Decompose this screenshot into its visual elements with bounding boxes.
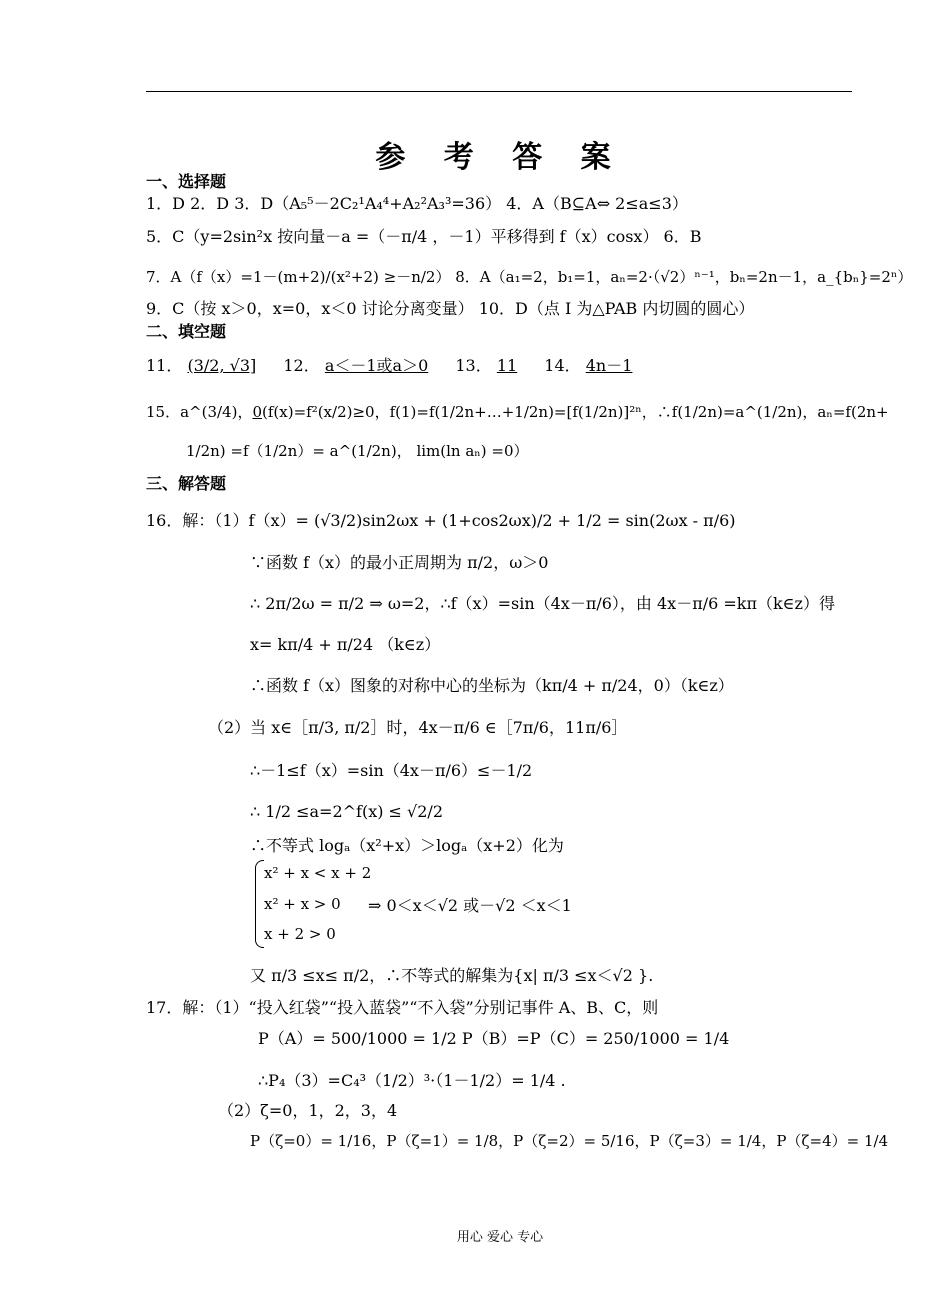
q14-number: 14． [544,356,581,375]
q13-number: 13． [455,356,492,375]
page-footer: 用心 爱心 专心 [456,1230,544,1245]
system-eq-3: x + 2 > 0 [264,925,336,943]
q16-line-8: ∴ 1/2 ≤a=2^f(x) ≤ √2/2 [250,802,443,821]
q16-line-4: x= kπ/4 + π/24 （k∈z） [250,635,441,654]
q16-line-7: ∴－1≤f（x）=sin（4x－π/6）≤－1/2 [250,761,533,780]
q17-line-2: P（A）= 500/1000 = 1/2 P（B）=P（C）= 250/1000 = 1/4 [258,1029,730,1048]
q16-line-9: ∴不等式 logₐ（x²+x）＞logₐ（x+2）化为 [250,836,564,855]
answer-line-1: 1．D 2．D 3．D（A₅⁵－2C₂¹A₄⁴+A₂²A₃³=36） 4．A（B⊆A⇔ 2≤a≤3） [146,194,688,213]
system-eq-1: x² + x < x + 2 [264,864,372,882]
q17-line-3: ∴P₄（3）=C₄³（1/2）³·（1－1/2）= 1/4 . [258,1071,566,1090]
q13-answer: 11 [496,356,518,375]
q11-answer: (3/2, √3] [187,356,257,375]
q15-line-1 [146,401,889,423]
section-heading-fill: 二、填空题 [146,322,227,341]
q16-line-6: （2）当 x∈［π/3, π/2］时，4x－π/6 ∈［7π/6，11π/6］ [208,718,628,737]
q15-rest: (f(x)=f²(x/2)≥0，f(1)=f(1/2n+…+1/2n)=[f(1/2n)]²ⁿ，∴f(1/2n)=a^(1/2n)，aₙ=f(2n+ [262,403,889,421]
system-eq-2: x² + x > 0 [264,895,341,913]
fill-answers-row [146,355,632,377]
q12-answer: a＜－1或a＞0 [324,356,429,375]
answer-line-3: 7．A（f（x）=1－(m+2)/(x²+2) ≥－n/2） 8．A（a₁=2，b₁=1，aₙ=2·（√2）ⁿ⁻¹，bₙ=2n－1，a_{bₙ}=2ⁿ） [146,268,913,286]
q14-answer: 4n－1 [585,356,633,375]
q17-line-1: 17．解：（1）“投入红袋”“投入蓝袋”“不入袋”分别记事件 A、B、C，则 [146,998,659,1017]
q12-number: 12． [283,356,320,375]
q15-line-2: 1/2n) =f（1/2n）= a^(1/2n)， lim(ln aₙ) =0） [186,442,529,460]
section-heading-solutions: 三、解答题 [146,474,227,493]
q15-prefix: 15．a^(3/4)， [146,403,253,421]
q16-line-5: ∴函数 f（x）图象的对称中心的坐标为（kπ/4 + π/24，0）（k∈z） [250,676,734,695]
header-rule [146,91,852,92]
q17-line-5: P（ζ=0）= 1/16，P（ζ=1）= 1/8，P（ζ=2）= 5/16，P（ζ=3）= 1/4，P（ζ=4）= 1/4 [250,1132,889,1150]
q17-line-4: （2）ζ=0，1，2，3，4 [218,1101,398,1120]
answer-line-4: 9．C（按 x＞0，x=0，x＜0 讨论分离变量） 10．D（点 I 为△PAB 内切圆的圆心） [146,299,755,318]
q16-line-2: ∵函数 f（x）的最小正周期为 π/2，ω＞0 [250,553,549,572]
system-result: ⇒ 0＜x＜√2 或－√2 ＜x＜1 [368,896,572,915]
section-heading-choice: 一、选择题 [146,172,227,191]
system-brace [255,860,264,948]
q11-number: 11． [146,356,183,375]
q15-underlined-zero: 0 [252,403,262,421]
q16-line-10: 又 π/3 ≤x≤ π/2，∴不等式的解集为{x| π/3 ≤x＜√2 }. [250,966,654,985]
q16-line-3: ∴ 2π/2ω = π/2 ⇒ ω=2，∴f（x）=sin（4x－π/6），由 4x－π/6 =kπ（k∈z）得 [250,594,835,613]
q16-line-1: 16．解：（1）f（x）= (√3/2)sin2ωx + (1+cos2ωx)/2 + 1/2 = sin(2ωx - π/6) [146,511,736,530]
answer-line-2: 5．C（y=2sin²x 按向量－a =（－π/4 ，－1）平移得到 f（x）cosx） 6．B [146,227,702,246]
page-title: 参 考 答 案 [375,140,625,175]
